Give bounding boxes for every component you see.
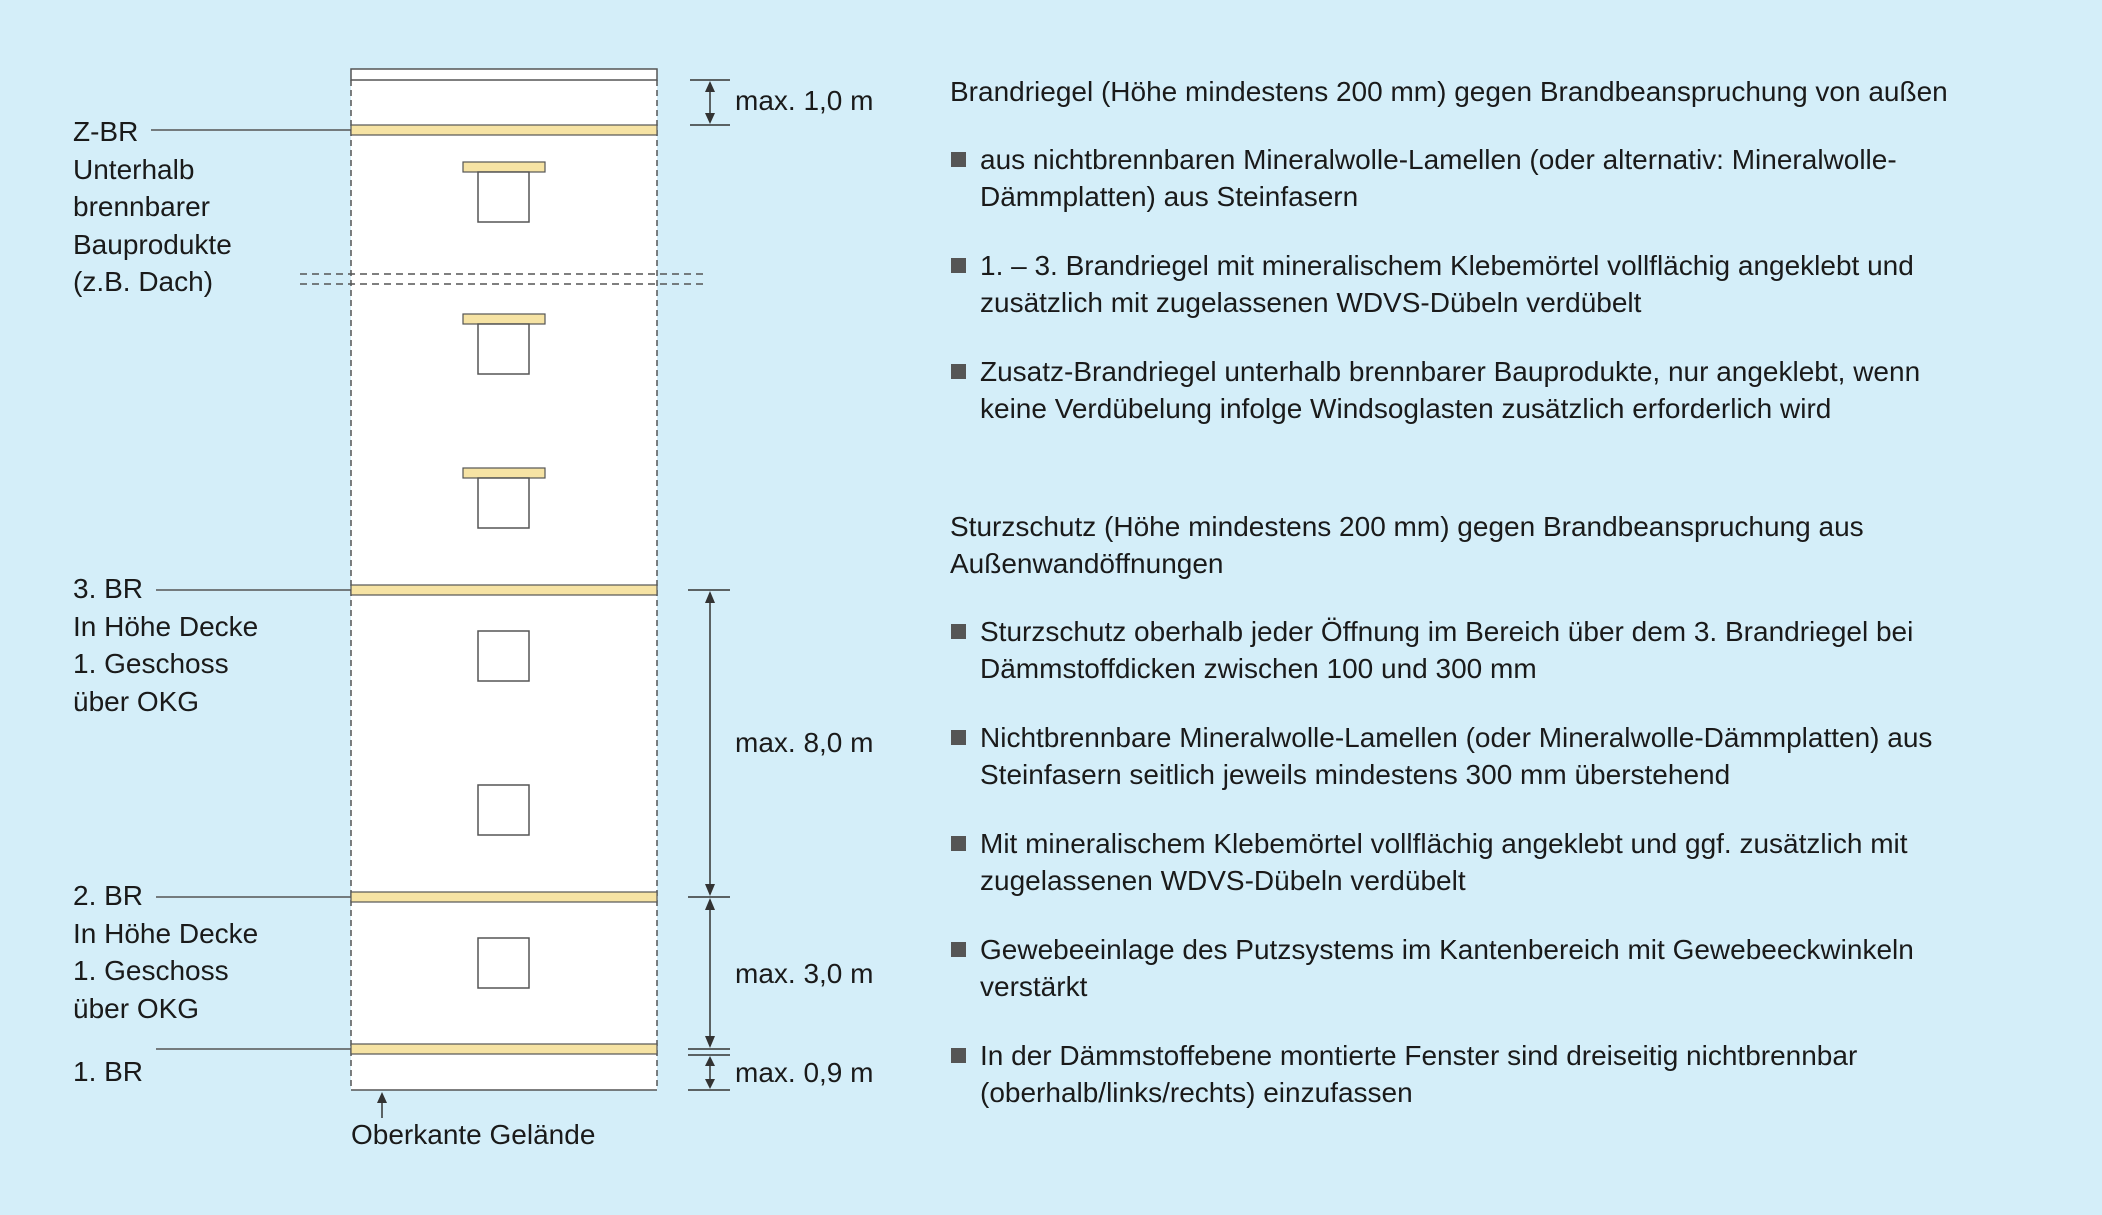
fire-barrier-3-br xyxy=(351,585,657,595)
label-line: 3. BR xyxy=(73,573,144,604)
bullet-item xyxy=(950,1037,2070,1112)
label-line: Unterhalb xyxy=(73,153,195,185)
bullet-square-icon xyxy=(951,942,966,957)
bullet-line: zugelassenen WDVS-Dübeln verdübelt xyxy=(980,865,1466,896)
window xyxy=(478,172,529,222)
label-3-br xyxy=(73,570,258,720)
dimension-label-bottom: max. 0,9 m xyxy=(735,1057,874,1088)
bullet-line: keine Verdübelung infolge Windsoglasten zusätzlich erforderlich wird xyxy=(980,393,1832,424)
bullet-line: Dämmplatten) aus Steinfasern xyxy=(980,181,1359,212)
bullet-item xyxy=(950,719,2070,794)
bullet-square-icon xyxy=(951,1048,966,1063)
label-1-br xyxy=(73,1053,143,1091)
label-line: brennbarer xyxy=(73,191,210,222)
bullet-item xyxy=(950,825,2070,900)
dimension-label-middle: max. 8,0 m xyxy=(735,727,874,758)
window xyxy=(478,938,529,988)
bullet-square-icon xyxy=(951,624,966,639)
bullet-line: In der Dämmstoffebene montierte Fenster sind dreiseitig nichtbrennbar xyxy=(980,1039,1858,1071)
section-heading xyxy=(950,508,2070,583)
bullet-item xyxy=(950,613,2070,688)
bullet-line: Zusatz-Brandriegel unterhalb brennbarer Bauprodukte, nur angeklebt, wenn xyxy=(980,355,1921,387)
dimension-top xyxy=(690,80,730,125)
fire-barrier-section xyxy=(950,73,2070,428)
dimension-middle xyxy=(688,590,730,897)
window xyxy=(478,324,529,374)
label-line: 1. Geschoss xyxy=(73,955,229,986)
bullet-list xyxy=(950,141,2070,428)
window xyxy=(478,478,529,528)
heading-line: Außenwandöffnungen xyxy=(950,548,1224,579)
section-heading: Brandriegel (Höhe mindestens 200 mm) gegen Brandbeanspruchung von außen xyxy=(950,76,1948,107)
dimension-label-top: max. 1,0 m xyxy=(735,85,874,116)
bullet-item xyxy=(950,141,2070,216)
bullet-line: Dämmstoffdicken zwischen 100 und 300 mm xyxy=(980,653,1537,684)
ground-arrow xyxy=(377,1092,387,1118)
label-line: 1. BR xyxy=(73,1056,144,1087)
bullet-line: Gewebeeinlage des Putzsystems im Kantenbereich mit Gewebeeckwinkeln xyxy=(980,933,1914,965)
label-line: über OKG xyxy=(73,992,200,1024)
lintel-protection xyxy=(463,314,545,324)
ground-label: Oberkante Gelände xyxy=(351,1119,596,1150)
bullet-list xyxy=(950,613,2070,1112)
bullet-line: zusätzlich mit zugelassenen WDVS-Dübeln verdübelt xyxy=(980,287,1642,318)
bullet-item xyxy=(950,353,2070,428)
bullet-line: Steinfasern seitlich jeweils mindestens 300 mm überstehend xyxy=(980,759,1731,790)
bullet-item xyxy=(950,931,2070,1006)
dimension-label-lower: max. 3,0 m xyxy=(735,958,874,989)
label-line: In Höhe Decke xyxy=(73,917,259,949)
roof-edge xyxy=(351,69,657,80)
label-line: In Höhe Decke xyxy=(73,610,259,642)
fire-barrier-1-br xyxy=(351,1044,657,1054)
label-line: 1. Geschoss xyxy=(73,648,229,679)
bullet-line: Mit mineralischem Klebemörtel vollflächig angeklebt und ggf. zusätzlich mit xyxy=(980,827,1908,859)
bullet-square-icon xyxy=(951,364,966,379)
bullet-line: Sturzschutz oberhalb jeder Öffnung im Bereich über dem 3. Brandriegel bei xyxy=(980,615,1914,647)
bullet-square-icon xyxy=(951,730,966,745)
label-2-br xyxy=(73,877,258,1027)
fire-barrier-2-br xyxy=(351,892,657,902)
label-line: Z-BR xyxy=(73,116,139,147)
label-line: Bauprodukte xyxy=(73,228,232,260)
label-line: über OKG xyxy=(73,685,200,717)
bullet-square-icon xyxy=(951,258,966,273)
bullet-line: aus nichtbrennbaren Mineralwolle-Lamellen (oder alternativ: Mineralwolle- xyxy=(980,143,1897,175)
bullet-line: Nichtbrennbare Mineralwolle-Lamellen (oder Mineralwolle-Dämmplatten) aus xyxy=(980,721,1933,753)
label-line: (z.B. Dach) xyxy=(73,266,214,297)
bullet-item xyxy=(950,247,2070,322)
bullet-line: 1. – 3. Brandriegel mit mineralischem Klebemörtel vollflächig angeklebt und xyxy=(980,249,1914,281)
bullet-square-icon xyxy=(951,836,966,851)
bullet-square-icon xyxy=(951,152,966,167)
dimension-bottom xyxy=(688,1055,730,1090)
heading-line: Sturzschutz (Höhe mindestens 200 mm) gegen Brandbeanspruchung aus xyxy=(950,510,1864,542)
fire-barrier-z-br xyxy=(351,125,657,135)
label-line: 2. BR xyxy=(73,880,144,911)
window xyxy=(478,785,529,835)
lintel-protection xyxy=(463,162,545,172)
lintel-protection xyxy=(463,468,545,478)
bullet-line: verstärkt xyxy=(980,971,1088,1002)
label-z-br xyxy=(73,113,232,301)
description-panel xyxy=(950,73,2070,1143)
dimension-lower xyxy=(688,898,730,1049)
bullet-line: (oberhalb/links/rechts) einzufassen xyxy=(980,1077,1413,1108)
lintel-protection-section xyxy=(950,508,2070,1112)
window xyxy=(478,631,529,681)
